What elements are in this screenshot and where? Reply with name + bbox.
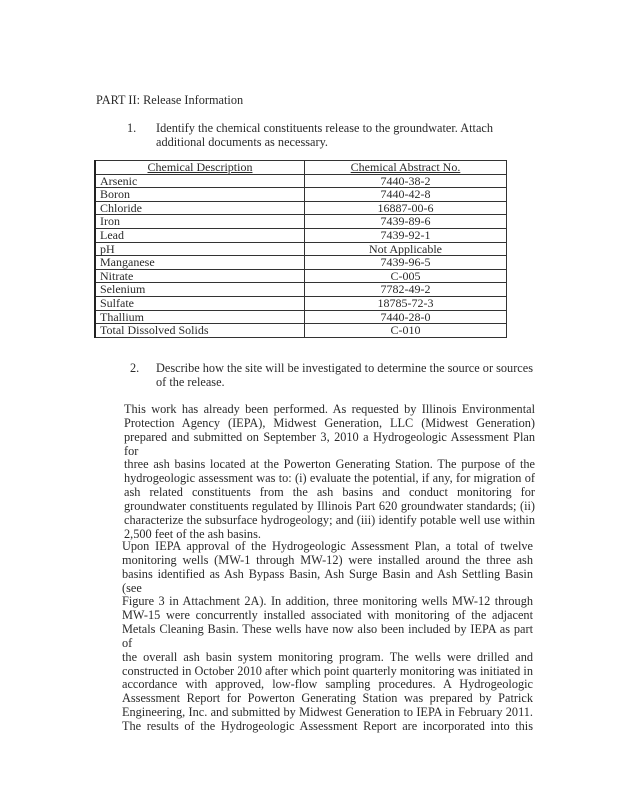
chemical-description: Selenium	[95, 283, 305, 297]
chemical-description: Chloride	[95, 201, 305, 215]
chemical-abstract-no: 16887-00-6	[305, 201, 507, 215]
table-row	[95, 242, 507, 256]
chemical-description: Arsenic	[95, 174, 305, 188]
paragraph-line: basins identified as Ash Bypass Basin, Ash Surge Basin and Ash Settling Basin (see	[122, 566, 533, 595]
table-row	[95, 256, 507, 270]
chemical-abstract-no: Not Applicable	[305, 242, 507, 256]
item-number: 2.	[130, 361, 140, 375]
paragraph-line: monitoring wells (MW-1 through MW-12) were installed around the three ash	[122, 552, 533, 567]
chemical-description: Sulfate	[95, 296, 305, 310]
chemical-abstract-no: 18785-72-3	[305, 296, 507, 310]
table-row	[95, 174, 507, 188]
table-row	[95, 215, 507, 229]
item-line: additional documents as necessary.	[156, 135, 328, 149]
item-number: 1.	[127, 121, 137, 135]
chemical-description: Total Dissolved Solids	[95, 324, 305, 338]
table-row	[95, 269, 507, 283]
chemical-abstract-no: 7440-28-0	[305, 310, 507, 324]
table-row	[95, 188, 507, 202]
paragraph-line: prepared and submitted on September 3, 2010 a Hydrogeologic Assessment Plan for	[124, 429, 535, 458]
paragraph-line: the overall ash basin system monitoring program. The wells were drilled and	[122, 649, 533, 664]
chemical-abstract-no: 7439-96-5	[305, 256, 507, 270]
column-header: Chemical Description	[95, 161, 305, 175]
chemical-description: Lead	[95, 228, 305, 242]
paragraph-line: hydrogeologic assessment was to: (i) evaluate the potential, if any, for migration of	[124, 471, 535, 486]
paragraph-line: accordance with approved, low-flow sampling procedures. A Hydrogeologic	[122, 677, 533, 692]
item-text	[156, 121, 493, 149]
chemical-abstract-no: 7439-89-6	[305, 215, 507, 229]
chemical-abstract-no: 7440-38-2	[305, 174, 507, 188]
table-header-row	[95, 161, 507, 175]
paragraph-line: Figure 3 in Attachment 2A). In addition, three monitoring wells MW-12 through	[122, 594, 533, 609]
paragraph-line: 2,500 feet of the ash basins.	[124, 526, 261, 541]
chemical-description: Nitrate	[95, 269, 305, 283]
table-row	[95, 201, 507, 215]
paragraph-line: This work has already been performed. As requested by Illinois Environmental	[124, 402, 535, 416]
paragraph-line: Protection Agency (IEPA), Midwest Generation, LLC (Midwest Generation)	[124, 415, 535, 430]
section-heading: PART II: Release Information	[96, 93, 244, 107]
chemical-table	[94, 160, 507, 338]
paragraph-line: MW-15 were concurrently installed associated with monitoring of the adjacent	[122, 608, 533, 623]
chemical-abstract-no: 7782-49-2	[305, 283, 507, 297]
paragraph-line: Engineering, Inc. and submitted by Midwest Generation to IEPA in February 2011.	[122, 705, 533, 720]
paragraph-1	[124, 403, 535, 541]
paragraph-line: Upon IEPA approval of the Hydrogeologic Assessment Plan, a total of twelve	[122, 539, 533, 553]
paragraph-line: three ash basins located at the Powerton Generating Station. The purpose of the	[124, 457, 535, 472]
table-row	[95, 296, 507, 310]
item-text	[156, 361, 533, 389]
item-line: Identify the chemical constituents release to the groundwater. Attach	[156, 121, 494, 135]
chemical-abstract-no: C-010	[305, 324, 507, 338]
chemical-abstract-no: C-005	[305, 269, 507, 283]
chemical-abstract-no: 7440-42-8	[305, 188, 507, 202]
table-row	[95, 283, 507, 297]
item-line: Describe how the site will be investigated to determine the source or sources	[156, 361, 533, 375]
table-row	[95, 228, 507, 242]
column-header: Chemical Abstract No.	[305, 161, 507, 175]
chemical-abstract-no: 7439-92-1	[305, 228, 507, 242]
paragraph-line: ash related constituents from the ash basins and conduct monitoring for	[124, 485, 535, 500]
paragraph-line: Assessment Report for Powerton Generating Station was prepared by Patrick	[122, 691, 533, 706]
item-line: of the release.	[156, 375, 225, 389]
chemical-description: Thallium	[95, 310, 305, 324]
chemical-description: Boron	[95, 188, 305, 202]
chemical-description: pH	[95, 242, 305, 256]
paragraph-line: The results of the Hydrogeologic Assessment Report are incorporated into this	[122, 718, 533, 733]
paragraph-line: Metals Cleaning Basin. These wells have now also been included by IEPA as part of	[122, 622, 533, 650]
table-row	[95, 310, 507, 324]
paragraph-line: groundwater constituents regulated by Illinois Part 620 groundwater standards; (ii)	[124, 498, 535, 513]
chemical-description: Iron	[95, 215, 305, 229]
chemical-description: Manganese	[95, 256, 305, 270]
paragraph-line: constructed in October 2010 after which point quarterly monitoring was initiated in	[122, 663, 533, 678]
paragraph-2	[122, 540, 533, 734]
table-row	[95, 324, 507, 338]
paragraph-line: characterize the subsurface hydrogeology; and (iii) identify potable well use within	[124, 512, 535, 527]
